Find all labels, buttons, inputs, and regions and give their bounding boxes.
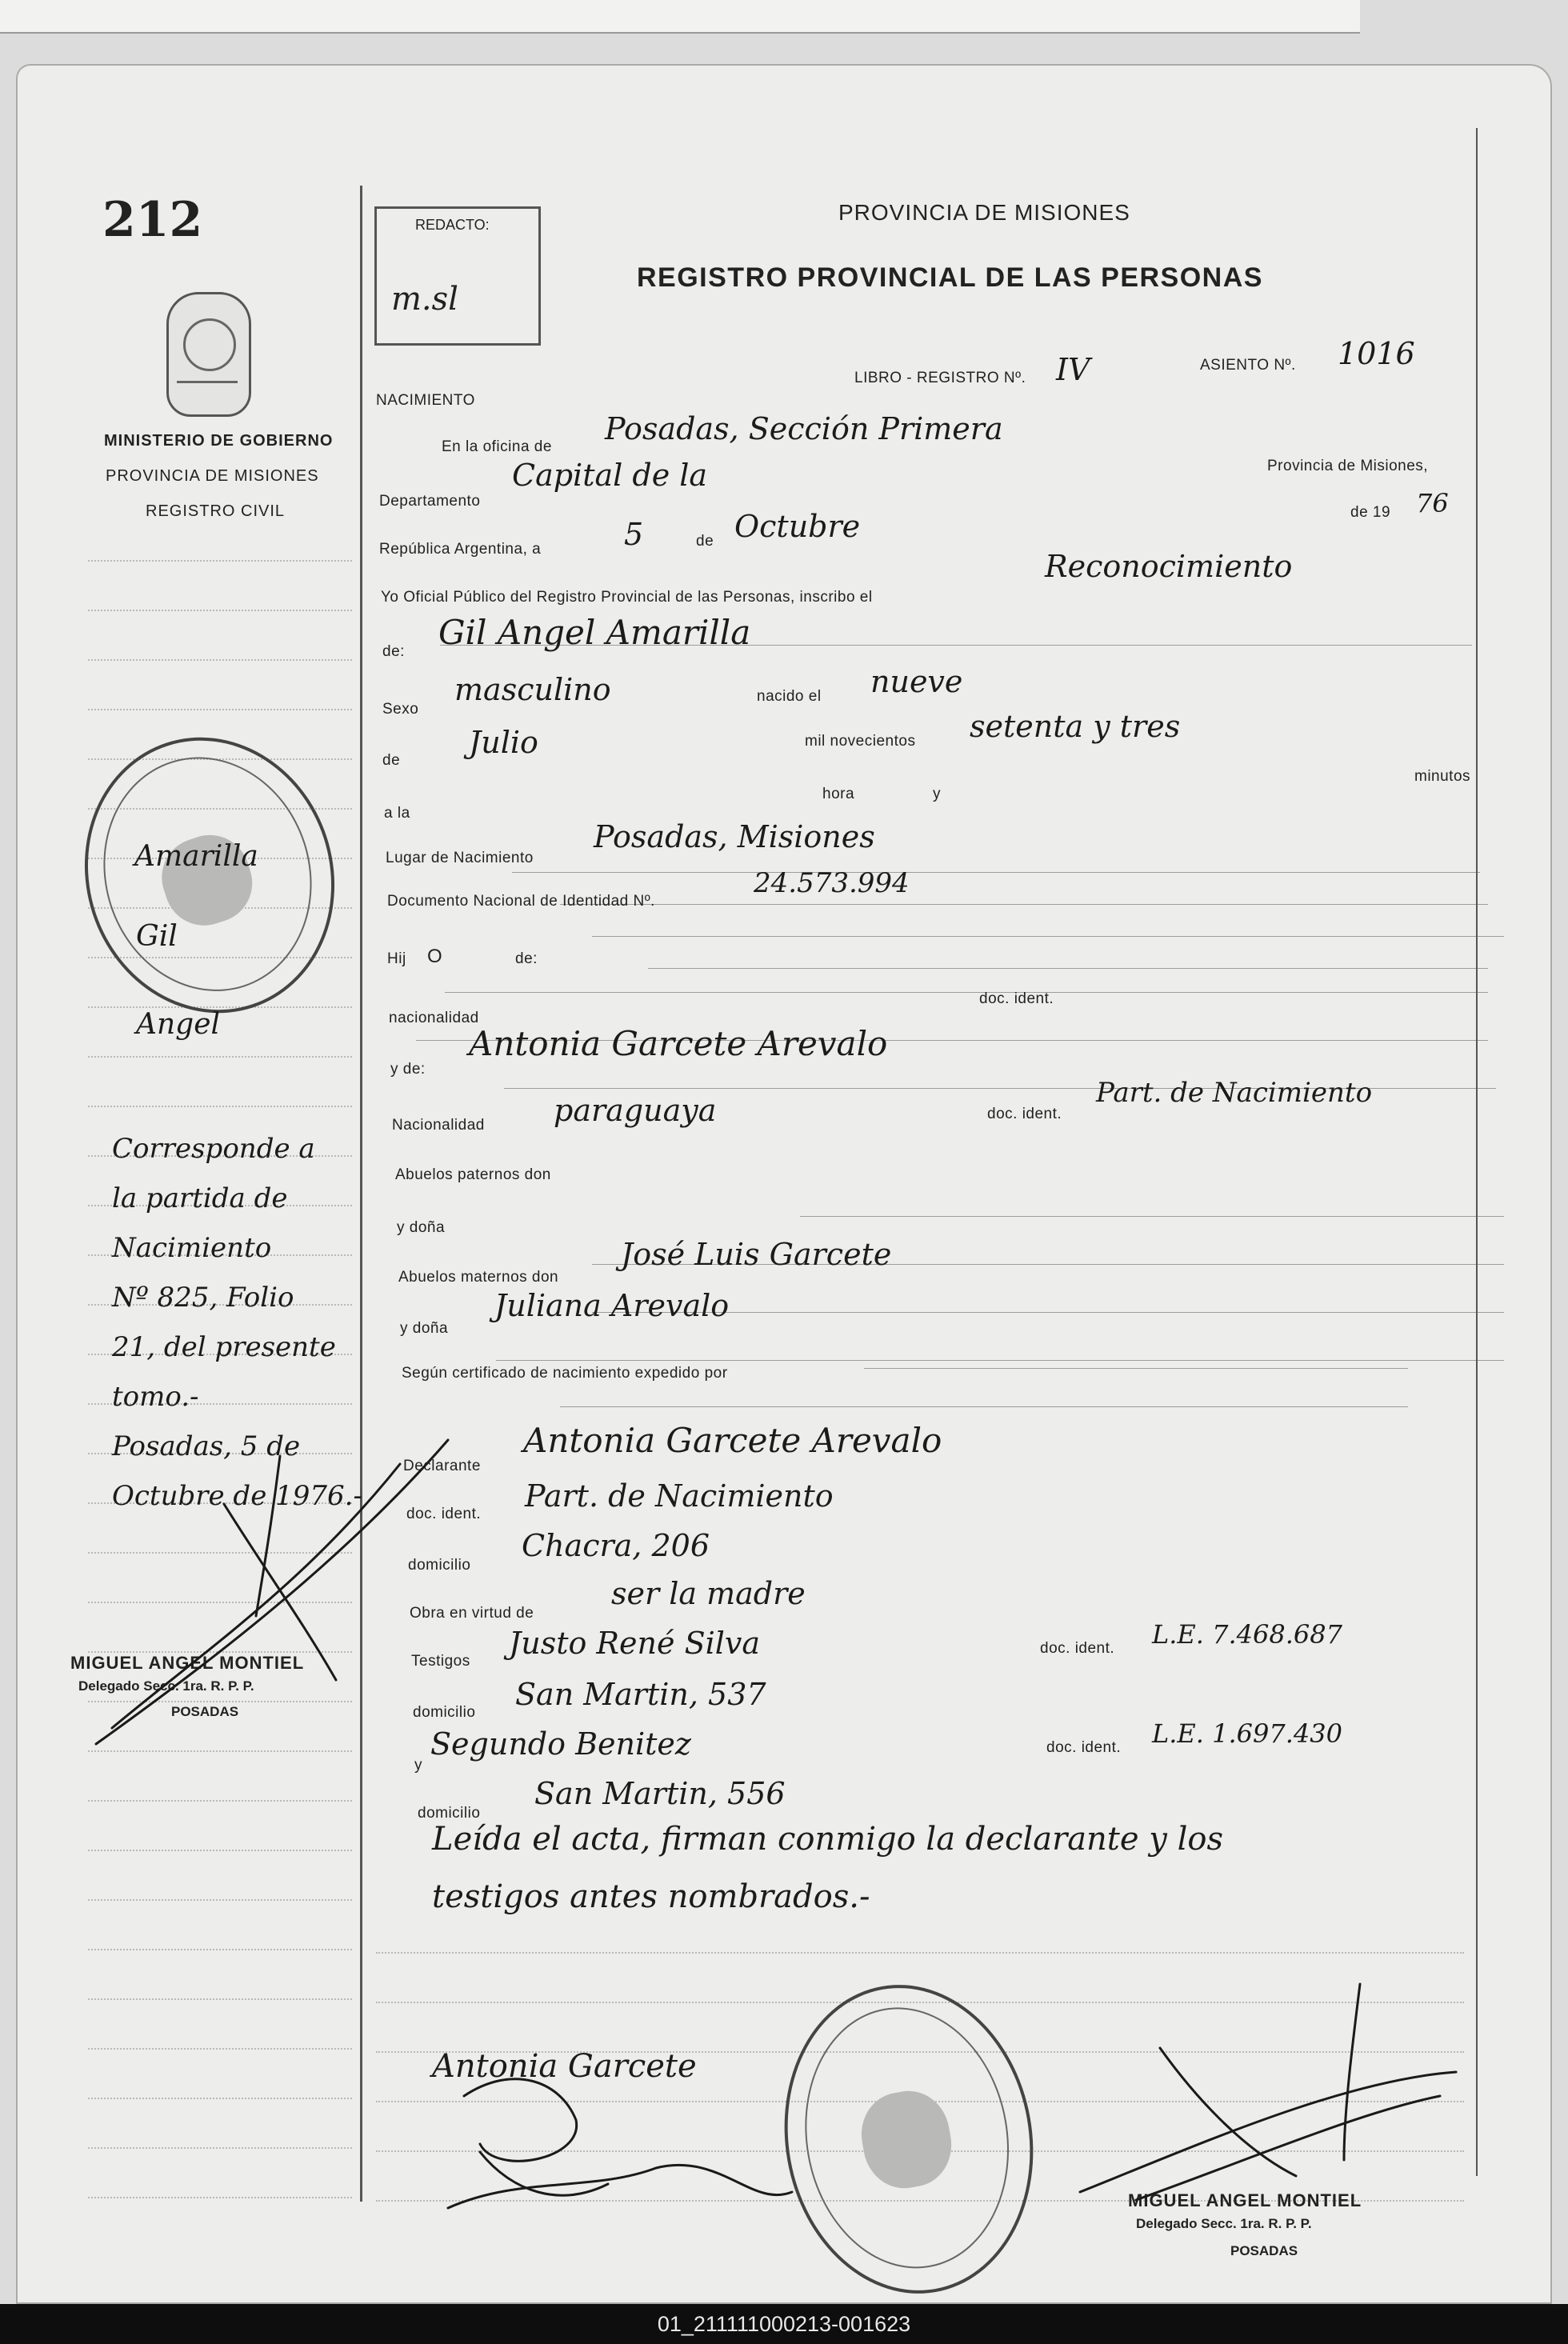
oficial-value: Reconocimiento [1045, 549, 1293, 584]
year-label: de 19 [1350, 504, 1391, 521]
oficial-label: Yo Oficial Público del Registro Provincial de las Personas, inscribo el [381, 589, 873, 606]
oficina-label: En la oficina de [442, 438, 552, 455]
abuelos-maternos-label: Abuelos maternos don [398, 1269, 559, 1286]
image-caption: 01_211111000213-001623 [657, 2312, 911, 2336]
mother-name: Antonia Garcete Arevalo [469, 1024, 888, 1063]
redacto-value: m.sl [391, 281, 458, 318]
left-signature-line-3: Angel [136, 1008, 221, 1041]
margin-note-line: Posadas, 5 de [112, 1430, 301, 1462]
redacto-label: REDACTO: [415, 217, 490, 233]
hora-label: hora [822, 786, 855, 802]
testigo2-doc: L.E. 1.697.430 [1152, 1718, 1342, 1749]
doc-ident3-label: doc. ident. [406, 1506, 482, 1522]
obra-value: ser la madre [611, 1576, 806, 1611]
sexo-value: masculino [454, 672, 611, 707]
departamento-label: Departamento [379, 493, 481, 510]
obra-label: Obra en virtud de [410, 1605, 534, 1622]
day-value: 5 [624, 517, 644, 552]
person-name: Gil Angel Amarilla [438, 613, 751, 652]
record-type-label: NACIMIENTO [376, 392, 475, 409]
right-official-name: MIGUEL ANGEL MONTIEL [1128, 2190, 1362, 2210]
testigo2-name: Segundo Benitez [430, 1726, 691, 1762]
nacionalidad-label: nacionalidad [389, 1010, 479, 1026]
left-official-title: Delegado Secc. 1ra. R. P. P. [78, 1678, 254, 1694]
lugar-value: Posadas, Misiones [594, 819, 875, 854]
de-label: de [696, 533, 714, 550]
domicilio-value: Chacra, 206 [522, 1528, 710, 1563]
birth-month: Julio [469, 725, 538, 760]
year-value: 76 [1416, 488, 1449, 518]
domicilio-label: domicilio [408, 1557, 471, 1574]
margin-note-line: Octubre de 1976.- [112, 1480, 362, 1512]
libro-value: IV [1056, 352, 1090, 387]
minutos-label: minutos [1414, 768, 1471, 785]
doc-ident3-value: Part. de Nacimiento [525, 1478, 834, 1514]
abuelo-materno-value: José Luis Garcete [621, 1237, 892, 1272]
registry-label: REGISTRO CIVIL [146, 502, 286, 520]
bottom-signature-name: Antonia Garcete [432, 2048, 697, 2085]
abuela-materna-value: Juliana Arevalo [494, 1288, 730, 1323]
birth-year-words: setenta y tres [970, 709, 1181, 744]
republica-label: República Argentina, a [379, 541, 542, 558]
nacionalidad2-label: Nacionalidad [392, 1117, 485, 1134]
segun-certificado-label: Según certificado de nacimiento expedido por [402, 1365, 728, 1382]
doc-ident2-label: doc. ident. [987, 1106, 1062, 1122]
closing-line-2: testigos antes nombrados.- [432, 1878, 870, 1915]
y-de-label: y de: [390, 1061, 426, 1078]
asiento-label: ASIENTO Nº. [1200, 357, 1296, 374]
a-la-label: a la [384, 805, 410, 822]
libro-label: LIBRO - REGISTRO Nº. [854, 370, 1026, 386]
testigo1-name: Justo René Silva [509, 1626, 761, 1661]
dni-value: 24.573.994 [754, 867, 910, 899]
nacionalidad2-value: paraguaya [554, 1093, 717, 1128]
nacido-label: nacido el [757, 688, 822, 705]
abuelos-paternos-label: Abuelos paternos don [395, 1166, 551, 1183]
hijo-de-label: de: [515, 950, 538, 967]
hijo-label: Hij [387, 950, 406, 967]
y2-label: y [414, 1757, 422, 1774]
right-official-city: POSADAS [1230, 2243, 1298, 2258]
declarante-value: Antonia Garcete Arevalo [523, 1421, 942, 1460]
right-official-title: Delegado Secc. 1ra. R. P. P. [1136, 2216, 1312, 2231]
doc-ident4-label: doc. ident. [1040, 1640, 1115, 1657]
asiento-value: 1016 [1338, 336, 1415, 371]
margin-note-line: 21, del presente [112, 1331, 336, 1363]
sexo-label: Sexo [382, 701, 419, 718]
y-label: y [933, 786, 941, 802]
hijo-suffix: O [427, 946, 443, 967]
margin-note-line: la partida de [112, 1182, 288, 1214]
closing-line-1: Leída el acta, firman conmigo la declarante y los [432, 1821, 1223, 1858]
departamento-value: Capital de la [512, 458, 708, 493]
margin-note-line: tomo.- [112, 1381, 199, 1413]
margin-note-line: Corresponde a [112, 1133, 315, 1165]
testigos-label: Testigos [411, 1653, 470, 1670]
de-person-label: de: [382, 643, 405, 660]
left-official-city: POSADAS [171, 1704, 239, 1719]
margin-note-line: Nacimiento [112, 1232, 272, 1264]
mil-novecientos-label: mil novecientos [805, 733, 916, 750]
domicilio3-label: domicilio [418, 1805, 481, 1822]
domicilio2-label: domicilio [413, 1704, 476, 1721]
testigo1-domicilio: San Martin, 537 [515, 1677, 766, 1712]
left-signature-line-2: Gil [136, 920, 178, 953]
emblem-province-label: PROVINCIA DE MISIONES [106, 467, 319, 485]
provincia-suffix: Provincia de Misiones, [1267, 458, 1429, 474]
declarante-label: Declarante [403, 1458, 481, 1474]
lugar-label: Lugar de Nacimiento [386, 850, 534, 866]
document-title: REGISTRO PROVINCIAL DE LAS PERSONAS [637, 262, 1263, 293]
left-official-name: MIGUEL ANGEL MONTIEL [70, 1653, 305, 1673]
doc-ident-label: doc. ident. [979, 990, 1054, 1007]
birth-de-label: de [382, 752, 401, 769]
nacido-value: nueve [870, 664, 963, 699]
margin-note-line: Nº 825, Folio [112, 1282, 294, 1314]
testigo2-domicilio: San Martin, 556 [534, 1776, 786, 1811]
y-dona-label: y doña [397, 1219, 446, 1236]
page-number: 212 [102, 192, 203, 248]
month-value: Octubre [734, 509, 861, 544]
left-signature-line-1: Amarilla [134, 840, 258, 873]
y-dona2-label: y doña [400, 1320, 449, 1337]
doc-ident5-label: doc. ident. [1046, 1739, 1122, 1756]
dni-label: Documento Nacional de Identidad Nº. [387, 893, 655, 910]
testigo1-doc: L.E. 7.468.687 [1152, 1619, 1342, 1650]
ministry-label: MINISTERIO DE GOBIERNO [104, 432, 334, 450]
oficina-value: Posadas, Sección Primera [605, 411, 1003, 446]
province-heading: PROVINCIA DE MISIONES [838, 200, 1130, 225]
doc-ident2-value: Part. de Nacimiento [1096, 1077, 1373, 1109]
